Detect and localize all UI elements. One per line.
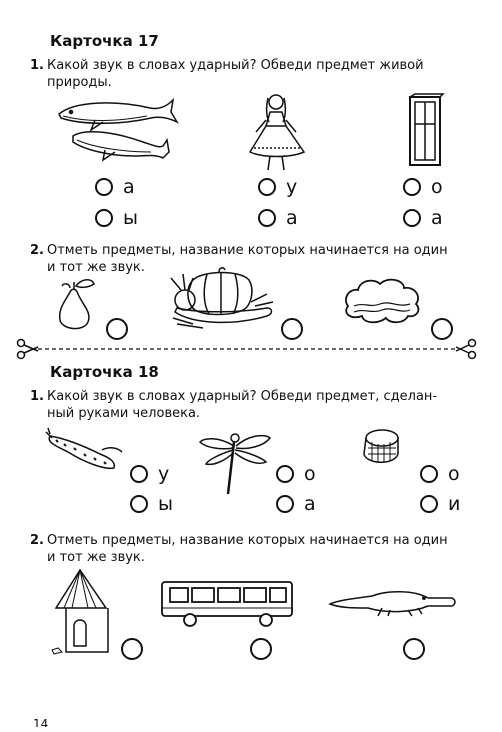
cut-line xyxy=(16,338,478,360)
card17-q2-text-line1: Отметь предметы, название которых начинается на один xyxy=(47,243,448,258)
card17-q1-option-1-top[interactable]: а xyxy=(95,177,135,197)
card18-q1-text-line1: Какой звук в словах ударный? Обведи предмет, сделан- xyxy=(47,389,438,404)
card18-q2-answer-circle-3[interactable] xyxy=(403,638,425,660)
card18-q2-answer-circle-2[interactable] xyxy=(250,638,272,660)
card18-q1-number: 1. xyxy=(30,389,44,404)
card18-q1-option-3-bottom[interactable]: и xyxy=(420,494,460,514)
answer-circle[interactable] xyxy=(130,465,148,483)
dragonfly-icon[interactable] xyxy=(198,428,272,500)
answer-circle[interactable] xyxy=(420,465,438,483)
card18-q2-answer-circle-1[interactable] xyxy=(121,638,143,660)
card18-q1-option-1-bottom[interactable]: ы xyxy=(130,494,173,514)
platypus-icon[interactable] xyxy=(328,578,458,618)
card17-q2-answer-circle-3[interactable] xyxy=(431,318,453,340)
card18-q2-text-line1: Отметь предметы, название которых начинается на один xyxy=(47,533,448,548)
card18-q1-text-line2: ный руками человека. xyxy=(47,406,201,421)
answer-circle[interactable] xyxy=(276,465,294,483)
bus-icon[interactable] xyxy=(160,578,294,630)
answer-circle[interactable] xyxy=(258,178,276,196)
card17-q2-number: 2. xyxy=(30,243,44,258)
card17-q2-answer-circle-2[interactable] xyxy=(281,318,303,340)
card17-q1-option-3-top[interactable]: о xyxy=(403,177,443,197)
pear-icon[interactable] xyxy=(56,278,98,332)
card18-q2-text-line2: и тот же звук. xyxy=(47,550,145,565)
card17-q1-option-1-bottom[interactable]: ы xyxy=(95,208,138,228)
scissors-icon xyxy=(456,340,476,359)
card18-q1-option-3-top[interactable]: о xyxy=(420,464,460,484)
answer-circle[interactable] xyxy=(95,209,113,227)
card17-q1-number: 1. xyxy=(30,58,44,73)
answer-circle[interactable] xyxy=(420,495,438,513)
vegetables-icon[interactable] xyxy=(163,268,275,332)
card18-q1-option-2-bottom[interactable]: а xyxy=(276,494,316,514)
answer-circle[interactable] xyxy=(95,178,113,196)
card17-q1-text-line1: Какой звук в словах ударный? Обведи предмет живой xyxy=(47,58,424,73)
whale-icon[interactable] xyxy=(55,96,180,166)
doll-icon[interactable] xyxy=(248,92,308,174)
answer-circle[interactable] xyxy=(258,209,276,227)
answer-circle[interactable] xyxy=(403,209,421,227)
page-number: 14 xyxy=(33,718,49,727)
card18-q1-option-2-top[interactable]: о xyxy=(276,464,316,484)
card18-q2-number: 2. xyxy=(30,533,44,548)
card17-q1-text-line2: природы. xyxy=(47,75,112,90)
window-icon[interactable] xyxy=(407,94,445,170)
hut-icon[interactable] xyxy=(44,568,116,662)
cloud-icon[interactable] xyxy=(340,276,422,326)
card18-title: Карточка 18 xyxy=(50,363,159,381)
scissors-icon xyxy=(18,340,39,359)
card17-q1-option-2-bottom[interactable]: а xyxy=(258,208,298,228)
card17-q2-text-line2: и тот же звук. xyxy=(47,260,145,275)
card18-q1-option-1-top[interactable]: у xyxy=(130,464,169,484)
card17-title: Карточка 17 xyxy=(50,32,159,50)
answer-circle[interactable] xyxy=(403,178,421,196)
card17-q2-answer-circle-1[interactable] xyxy=(106,318,128,340)
card17-q1-option-3-bottom[interactable]: а xyxy=(403,208,443,228)
answer-circle[interactable] xyxy=(276,495,294,513)
answer-circle[interactable] xyxy=(130,495,148,513)
card17-q1-option-2-top[interactable]: у xyxy=(258,177,297,197)
cucumber-icon[interactable] xyxy=(44,428,124,472)
sieve-icon[interactable] xyxy=(360,426,402,468)
